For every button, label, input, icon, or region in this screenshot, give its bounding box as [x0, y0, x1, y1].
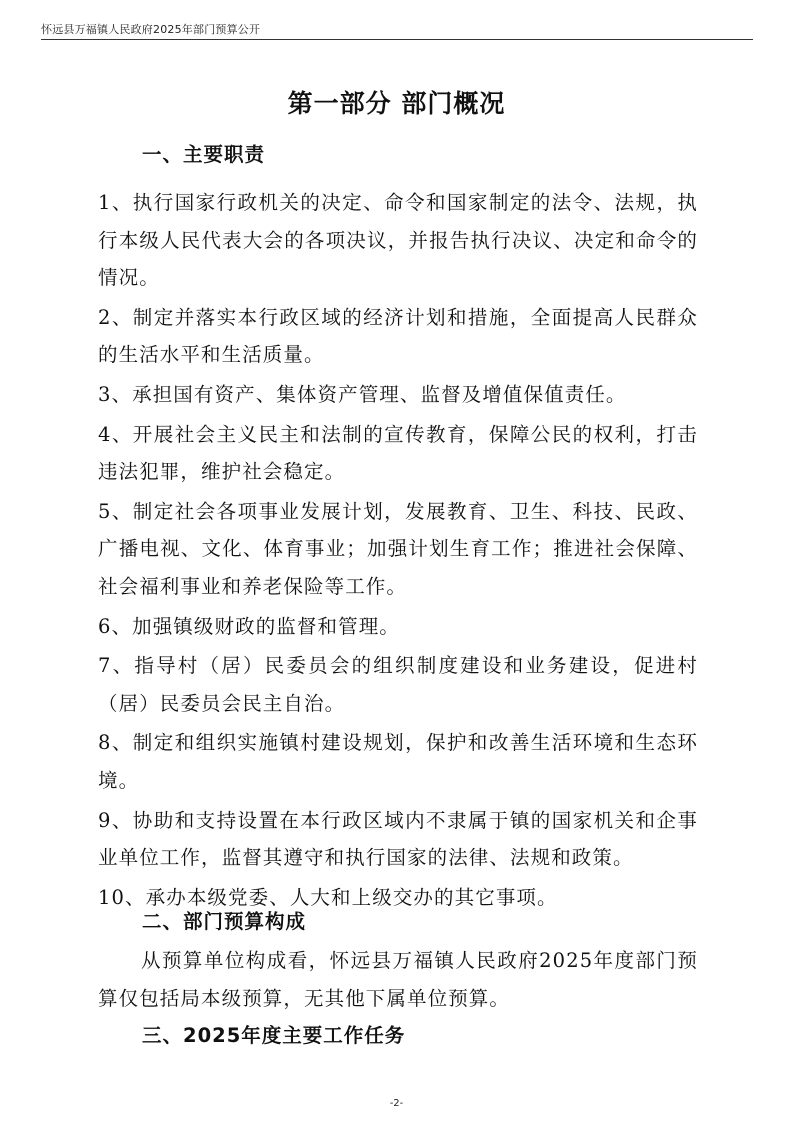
duty-item: 3、承担国有资产、集体资产管理、监督及增值保值责任。	[98, 382, 627, 406]
running-header: 怀远县万福镇人民政府2025年部门预算公开	[41, 23, 261, 36]
section-heading-work-tasks: 三、2025年度主要工作任务	[142, 1024, 406, 1047]
duty-item: 8、制定和组织实施镇村建设规划，保护和改善生活环境和生态环境。	[98, 731, 698, 792]
page-title: 第一部分 部门概况	[287, 89, 506, 118]
page-number: -2-	[389, 1098, 404, 1109]
duty-item: 6、加强镇级财政的监督和管理。	[98, 614, 400, 638]
header-rule	[41, 39, 753, 40]
duty-item: 2、制定并落实本行政区域的经济计划和措施，全面提高人民群众的生活水平和生活质量。	[98, 305, 698, 367]
section-heading-main-duties: 一、主要职责	[142, 143, 266, 166]
duty-item: 10、承办本级党委、人大和上级交办的其它事项。	[98, 885, 558, 909]
duty-item: 4、开展社会主义民主和法制的宣传教育，保障公民的权利，打击违法犯罪，维护社会稳定。	[98, 422, 698, 484]
section-heading-budget-composition: 二、部门预算构成	[142, 910, 307, 933]
duty-item: 5、制定社会各项事业发展计划，发展教育、卫生、科技、民政、广播电视、文化、体育事业；加强计划生育工作；推进社会保障、社会福利事业和养老保险等工作。	[98, 499, 698, 598]
budget-composition-paragraph: 从预算单位构成看，怀远县万福镇人民政府2025年度部门预算仅包括局本级预算，无其他下属单位预算。	[98, 949, 698, 1010]
duty-item: 1、执行国家行政机关的决定、命令和国家制定的法令、法规，执行本级人民代表大会的各项决议，并报告执行决议、决定和命令的情况。	[98, 191, 698, 290]
duty-list	[98, 184, 698, 918]
duty-item: 9、协助和支持设置在本行政区域内不隶属于镇的国家机关和企事业单位工作，监督其遵守和执行国家的法律、法规和政策。	[98, 808, 698, 870]
duty-item: 7、指导村（居）民委员会的组织制度建设和业务建设，促进村（居）民委员会民主自治。	[98, 654, 698, 715]
